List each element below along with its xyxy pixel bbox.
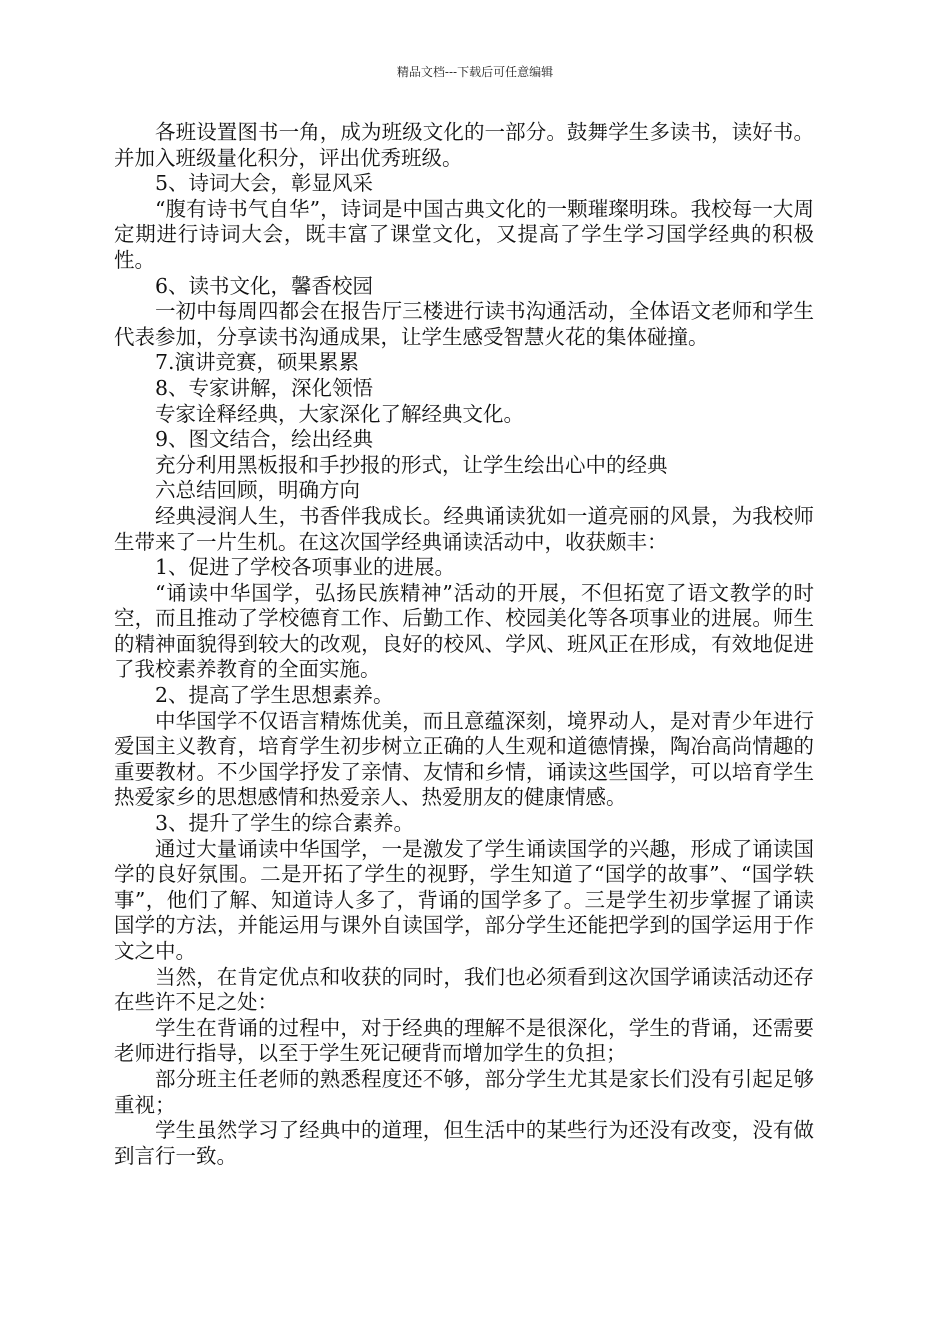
paragraph: 学生在背诵的过程中，对于经典的理解不是很深化，学生的背诵，还需要老师进行指导，以至于学生死记硬背而增加学生的负担； (114, 1015, 814, 1066)
paragraph: 当然，在肯定优点和收获的同时，我们也必须看到这次国学诵读活动还存在些许不足之处： (114, 964, 814, 1015)
page-header: 精品文档---下载后可任意编辑 (396, 65, 554, 79)
paragraph: 部分班主任老师的熟悉程度还不够，部分学生尤其是家长们没有引起足够重视； (114, 1066, 814, 1117)
paragraph: 一初中每周四都会在报告厅三楼进行读书沟通活动，全体语文老师和学生代表参加，分享读书沟通成果，让学生感受智慧火花的集体碰撞。 (114, 299, 814, 349)
document-body (114, 120, 814, 1169)
paragraph: 学生虽然学习了经典中的道理，但生活中的某些行为还没有改变，没有做到言行一致。 (114, 1118, 814, 1168)
section-heading: 六总结回顾，明确方向 (155, 478, 360, 503)
paragraph: 中华国学不仅语言精炼优美，而且意蕴深刻，境界动人，是对青少年进行爱国主义教育，培育学生初步树立正确的人生观和道德情操，陶冶高尚情趣的重要教材。不少国学抒发了亲情、友情和乡情，诵读这些国学，可以培育学生热爱家乡的思想感情和热爱亲人、热爱朋友的健康情感。 (114, 708, 814, 810)
paragraph: “诵读中华国学，弘扬民族精神”活动的开展，不但拓宽了语文教学的时空，而且推动了学校德育工作、后勤工作、校园美化等各项事业的进展。师生的精神面貌得到较大的改观，良好的校风、学风、班风正在形成，有效地促进了我校素养教育的全面实施。 (114, 580, 814, 682)
paragraph: 充分利用黑板报和手抄报的形式，让学生绘出心中的经典 (155, 452, 668, 477)
section-heading: 2、提高了学生思想素养。 (155, 683, 394, 708)
section-heading: 6、读书文化，馨香校园 (155, 273, 374, 298)
paragraph: 通过大量诵读中华国学，一是激发了学生诵读国学的兴趣，形成了诵读国学的良好氛围。二是开拓了学生的视野，学生知道了“国学的故事”、“国学轶事”，他们了解、知道诗人多了，背诵的国学多了。三是学生初步掌握了诵读国学的方法，并能运用与课外自读国学，部分学生还能把学到的国学运用于作文之中。 (114, 836, 814, 963)
section-heading: 1、促进了学校各项事业的进展。 (155, 555, 456, 580)
section-heading: 9、图文结合，绘出经典 (155, 427, 374, 452)
section-heading: 5、诗词大会，彰显风采 (155, 171, 374, 196)
paragraph: 经典浸润人生，书香伴我成长。经典诵读犹如一道亮丽的风景，为我校师生带来了一片生机。在这次国学经典诵读活动中，收获颇丰： (114, 503, 814, 554)
paragraph: 专家诠释经典，大家深化了解经典文化。 (155, 401, 524, 426)
paragraph: 各班设置图书一角，成为班级文化的一部分。鼓舞学生多读书，读好书。并加入班级量化积分，评出优秀班级。 (114, 120, 814, 170)
section-heading: 3、提升了学生的综合素养。 (155, 811, 415, 836)
section-heading: 7.演讲竞赛，硕果累累 (155, 350, 360, 375)
section-heading: 8、专家讲解，深化领悟 (155, 375, 374, 400)
paragraph: “腹有诗书气自华”，诗词是中国古典文化的一颗璀璨明珠。我校每一大周定期进行诗词大会，既丰富了课堂文化，又提高了学生学习国学经典的积极性。 (114, 196, 814, 272)
